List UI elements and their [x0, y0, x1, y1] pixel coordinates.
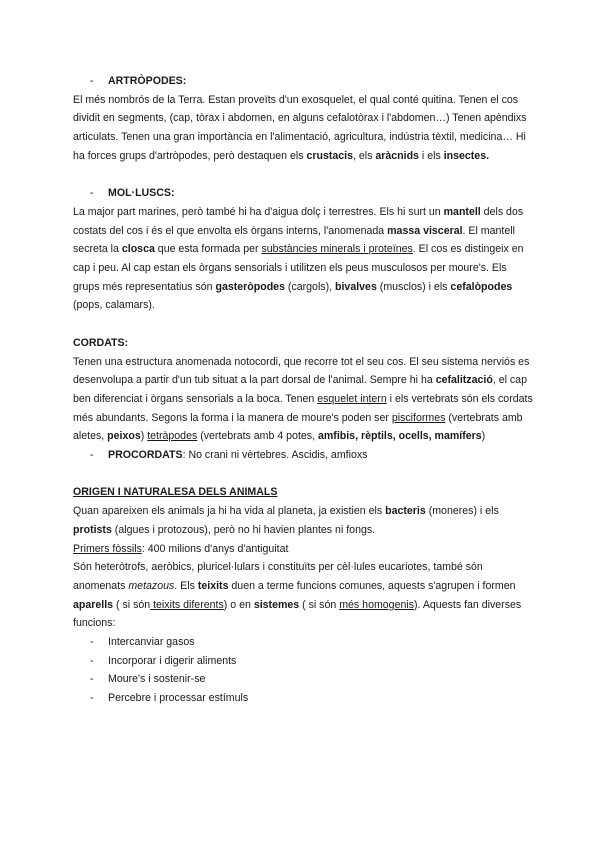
origin-fossils-line: Primers fòssils: 400 milions d'anys d'antiguitat: [73, 542, 289, 555]
function-item: - Intercanviar gasos: [73, 633, 533, 652]
origin-paragraph-2: Són heteròtrofs, aeròbics, pluricel·lulars i constituïts per cèl·lules eucariotes, també són anomenats metazous. Els teixits duen a terme funcions comunes, aquests s'agrupen i formen aparells ( si són teixits diferents) o en sistemes ( si són més homogenis). Aquests fan diverses funcions:: [73, 561, 522, 630]
function-item: - Percebre i processar estímuls: [73, 689, 533, 708]
arthropods-heading: - ARTRÒPODES:: [73, 72, 533, 91]
chordates-heading: CORDATS:: [73, 336, 129, 349]
procordats-bullet: - PROCORDATS: No crani ni vèrtebres. Ascidis, amfioxs: [73, 446, 533, 465]
function-item: - Moure's i sostenir-se: [73, 670, 533, 689]
origin-heading: ORIGEN I NATURALESA DELS ANIMALS: [73, 486, 278, 499]
molluscs-paragraph: La major part marines, però també hi ha d'aigua dolç i terrestres. Els hi surt un mantell dels dos costats del cos i és el que envolta els òrgans interns, l'anomenada massa visceral. El mantell secreta la closca que esta formada per substàncies minerals i proteïnes. El cos es distingeix en cap i peu. Al cap estan els òrgans sensorials i utilitzen els peus musculosos per moure's. Els grups més representatius són gasteròpodes (cargols), bivalves (musclos) i els cefalòpodes (pops, calamars).: [73, 205, 524, 312]
molluscs-heading: - MOL·LUSCS:: [73, 184, 533, 203]
document-page: [73, 72, 533, 708]
function-item: - Incorporar i digerir aliments: [73, 652, 533, 671]
chordates-paragraph: Tenen una estructura anomenada notocordi, que recorre tot el seu cos. El seu sistema nerviós es desenvolupa a partir d'un tub situat a la part dorsal de l'animal. Sempre hi ha cefalització, el cap ben diferenciat i òrgans sensorials a la boca. Tenen esquelet intern i els vertebrats són els cordats més abundants. Segons la forma i la manera de moure's poden ser pisciformes (vertebrats amb aletes, peixos) tetràpodes (vertebrats amb 4 potes, amfibis, rèptils, ocells, mamífers): [73, 355, 533, 443]
arthropods-paragraph: El més nombrós de la Terra. Estan proveïts d'un exosquelet, el qual conté quitina. Tenen el cos dividit en segments, (cap, tòrax i abdomen, en alguns cefalotòrax i l'abdomen…) Tenen apèndixs articulats. Tenen una gran importància en l'alimentació, agricultura, indústria tèxtil, medicina… Hi ha forces grups d'artròpodes, però destaquen els crustacis, els aràcnids i els insectes.: [73, 93, 527, 162]
origin-paragraph-1: Quan apareixen els animals ja hi ha vida al planeta, ja existien els bacteris (moneres) i els protists (algues i protozous), però no hi havien plantes ni fongs.: [73, 505, 499, 536]
